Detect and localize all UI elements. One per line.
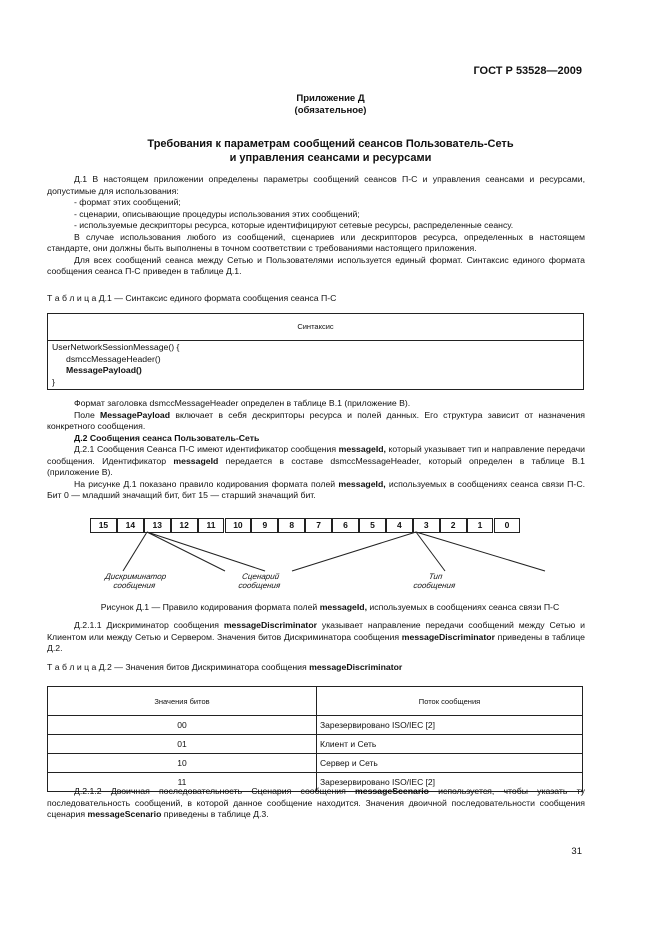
bit-cell: 3 xyxy=(413,518,440,533)
bit-cell: 2 xyxy=(440,518,467,533)
flow-cell: Сервер и Сеть xyxy=(317,754,583,773)
pointer-line-discriminator xyxy=(123,532,147,571)
pointer-line-scenario xyxy=(147,532,265,571)
messageid-paragraph: Д.2.1 Сообщения Сеанса П-С имеют идентификатор сообщения messageId, который указывает тип и направление передачи сообщения. Идентификатор messageId передается в составе dsmccMessageHeader, который определен в таблице В.1 (приложение В). xyxy=(47,444,585,477)
intro-list-item-2: - сценарии, описывающие процедуры использования этих сообщений; xyxy=(74,208,360,219)
pointer-line-scenario xyxy=(147,532,225,571)
payload-paragraph: Поле MessagePayload включает в себя дескрипторы ресурса и полей данных. Его структура зависит от назначения конкретного сообщения. xyxy=(47,409,585,431)
scenario-label: Сценарий сообщения xyxy=(237,572,281,590)
bit-cell: 15 xyxy=(90,518,117,533)
bit-value-cell: 11 xyxy=(48,773,317,792)
bit-cell: 5 xyxy=(359,518,386,533)
flow-cell: Клиент и Сеть xyxy=(317,735,583,754)
appendix-type: (обязательное) xyxy=(294,105,367,116)
syntax-line: MessagePayload() xyxy=(66,365,142,375)
type-label: Тип сообщения xyxy=(412,572,456,590)
bit-cell: 7 xyxy=(305,518,332,533)
figure-reference-paragraph: На рисунке Д.1 показано правило кодирования формата полей messageId, используемых в сообщениях сеанса связи П-С. Бит 0 — младший значащий бит, бит 15 — старший значащий бит. xyxy=(47,478,586,500)
bit-value-cell: 00 xyxy=(48,716,317,735)
section-title-line2: и управления сеансами и ресурсами xyxy=(229,152,432,164)
bit-cell: 1 xyxy=(467,518,494,533)
table1-caption: Т а б л и ц а Д.1 — Синтаксис единого формата сообщения сеанса П-С xyxy=(47,293,337,303)
intro-paragraph-3: Для всех сообщений сеанса между Сетью и Пользователями используется единый формат. Синтаксис единого формата сообщения сеанса П-С приведен в таблице Д.1. xyxy=(47,254,585,276)
standard-header: ГОСТ Р 53528—2009 xyxy=(473,65,582,77)
table-row xyxy=(48,735,583,754)
pointer-line-type xyxy=(416,532,545,571)
section-d2-heading: Д.2 Сообщения сеанса Пользователь-Сеть xyxy=(74,432,260,443)
flow-cell: Зарезервировано ISO/IEC [2] xyxy=(317,773,583,792)
bit-cell: 9 xyxy=(251,518,278,533)
bit-cell: 0 xyxy=(494,518,521,533)
scenario-paragraph: Д.2.1.2 Двоичная последовательность Сценария сообщения messageScenario используется, чтобы указать ту последовательность сообщений, в которой данное сообщение находится. Значения двоичной последовательности сообщения сценария messageScenario приведены в таблице Д.3. xyxy=(47,786,585,819)
page-number: 31 xyxy=(571,846,582,857)
bit-cell: 6 xyxy=(332,518,359,533)
table2-caption: Т а б л и ц а Д.2 — Значения битов Дискриминатора сообщения messageDiscriminator xyxy=(47,662,403,672)
bit-cell: 14 xyxy=(117,518,144,533)
intro-paragraph-1: Д.1 В настоящем приложении определены параметры сообщений сеансов П-С и управления сеансами и ресурсами, допустимые для использования: xyxy=(47,174,585,196)
discriminator-table xyxy=(47,686,583,792)
appendix-title: Приложение Д xyxy=(296,93,365,104)
bit-cell: 13 xyxy=(144,518,171,533)
pointer-line-type xyxy=(416,532,445,571)
bit-cell: 11 xyxy=(198,518,225,533)
bit-cell: 4 xyxy=(386,518,413,533)
pointer-line-scenario xyxy=(292,532,416,571)
section-title-line1: Требования к параметрам сообщений сеансов Пользователь-Сеть xyxy=(147,138,514,150)
syntax-line: } xyxy=(52,376,55,387)
column-header: Значения битов xyxy=(48,687,317,716)
intro-paragraph-2: В случае использования любого из сообщений, сценариев или дескрипторов ресурса, определенных в настоящем стандарте, они должны быть выполнены в точном соответствии с требованиями настоящего приложения. xyxy=(47,231,585,253)
bit-cell: 12 xyxy=(171,518,198,533)
scenario-text xyxy=(47,786,585,821)
discriminator-paragraph: Д.2.1.1 Дискриминатор сообщения messageDiscriminator указывает направление передачи сообщений между Сетью и Клиентом или между Сетью и Сервером. Значения битов Дискриминатора сообщения messageDiscriminator приведены в таблице Д.2. xyxy=(47,620,585,653)
intro-list-item-3: - используемые дескрипторы ресурса, которые идентифицируют сетевые ресурсы, распределенные сеансу. xyxy=(74,220,514,230)
syntax-line: dsmccMessageHeader() xyxy=(66,353,161,364)
header-format-paragraph: Формат заголовка dsmccMessageHeader определен в таблице В.1 (приложение В). xyxy=(74,398,411,408)
table-header-row xyxy=(48,687,583,716)
syntax-line: UserNetworkSessionMessage() { xyxy=(52,342,180,352)
intro-list-item-1: - формат этих сообщений; xyxy=(74,197,181,207)
syntax-table-header: Синтаксис xyxy=(48,314,583,341)
discriminator-text xyxy=(47,620,585,655)
figure-caption: Рисунок Д.1 — Правило кодирования формата полей messageId, используемых в сообщениях сеанса связи П-С xyxy=(100,602,560,612)
discriminator-label: Дискриминатор сообщения xyxy=(104,572,167,590)
bit-value-cell: 10 xyxy=(48,754,317,773)
column-header: Поток сообщения xyxy=(317,687,583,716)
bit-value-cell: 01 xyxy=(48,735,317,754)
bit-cell: 8 xyxy=(278,518,305,533)
bit-cell: 10 xyxy=(225,518,252,533)
table-row xyxy=(48,754,583,773)
flow-cell: Зарезервировано ISO/IEC [2] xyxy=(317,716,583,735)
table-row xyxy=(48,716,583,735)
